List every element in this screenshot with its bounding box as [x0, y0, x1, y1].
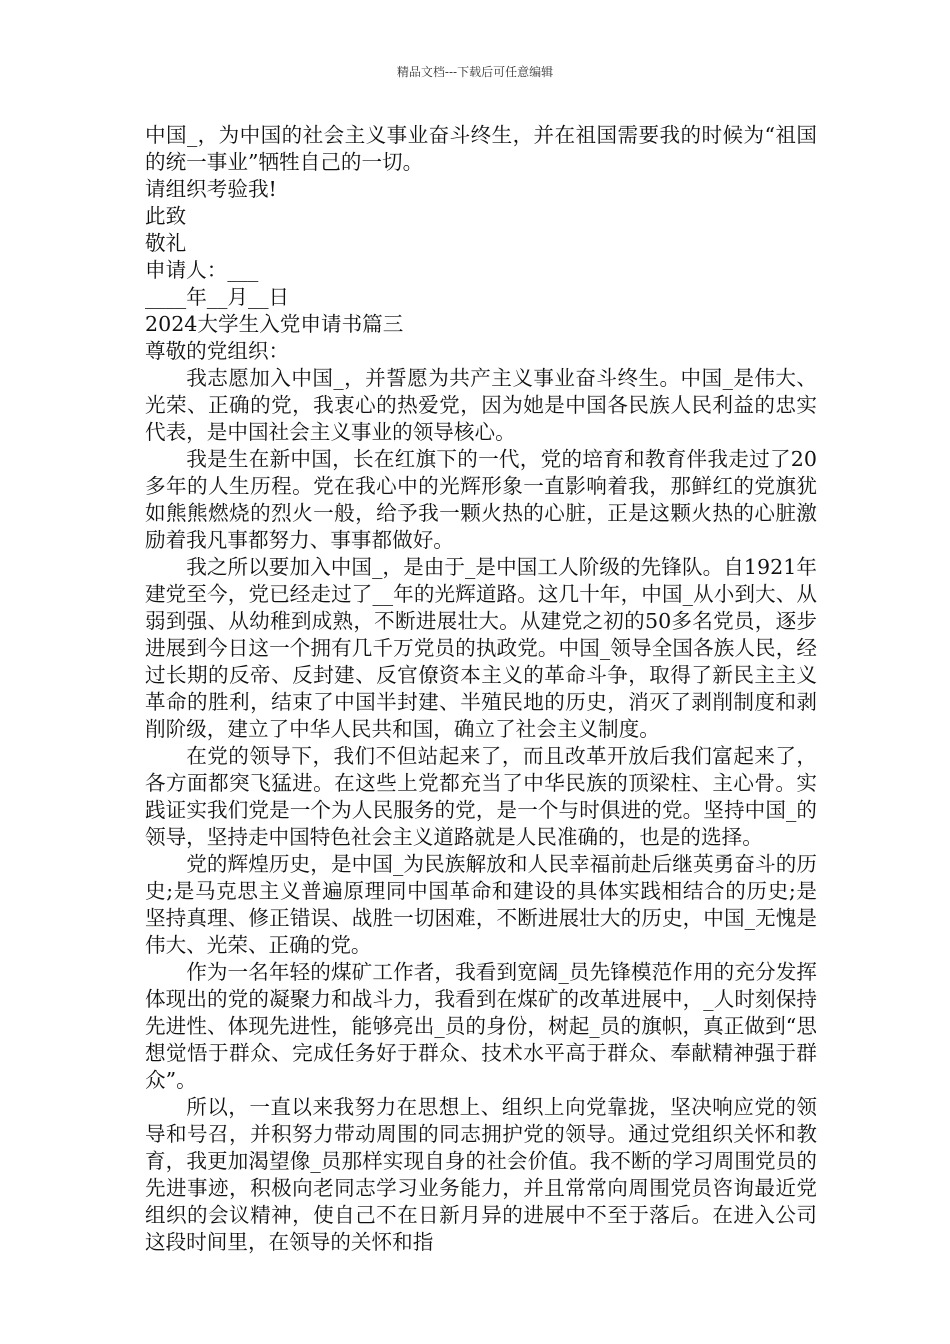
paragraph-growth: 我是生在新中国，长在红旗下的一代，党的培育和教育伴我走过了20多年的人生历程。党在我心中的光辉形象一直影响着我，那鲜红的党旗犹如熊熊燃烧的烈火一般，给予我一颗火热的心脏，正是这颗火热的心脏激励着我凡事都努力、事事都做好。 — [145, 447, 817, 552]
paragraph-leadership: 在党的领导下，我们不但站起来了，而且改革开放后我们富起来了，各方面都突飞猛进。在这些上党都充当了中华民族的顶梁柱、主心骨。实践证实我们党是一个为人民服务的党，是一个与时俱进的党。坚持中国_的领导，坚持走中国特色社会主义道路就是人民准确的，也是的选择。 — [145, 744, 817, 849]
paragraph-closing-pledge: 中国_，为中国的社会主义事业奋斗终生，并在祖国需要我的时候为“祖国的统一事业”牺牲自己的一切。 — [145, 123, 817, 174]
request-line: 请组织考验我! — [145, 177, 277, 201]
applicant-line: 申请人：___ — [145, 258, 259, 282]
paragraph-commitment: 所以，一直以来我努力在思想上、组织上向党靠拢，坚决响应党的领导和号召，并积努力带动周围的同志拥护党的领导。通过党组织关怀和教育，我更加渴望像_员那样实现自身的社会价值。我不断的学习周围党员的先进事迹，积极向老同志学习业务能力，并且常常向周围党员咨询最近党组织的会议精神，使自己不在日新月异的进展中不至于落后。在进入公司这段时间里，在领导的关怀和指 — [145, 1095, 817, 1254]
paragraph-miner: 作为一名年轻的煤矿工作者，我看到宽阔_员先锋模范作用的充分发挥体现出的党的凝聚力和战斗力，我看到在煤矿的改革进展中，_人时刻保持先进性、体现先进性，能够亮出_员的身份，树起_员的旗帜，真正做到“思想觉悟于群众、完成任务好于群众、技术水平高于群众、奉献精神强于群众”。 — [145, 960, 817, 1092]
page-header: 精品文档---下载后可任意编辑 — [396, 65, 554, 79]
salutation-cizhi: 此致 — [145, 204, 187, 228]
paragraph-intro: 我志愿加入中国_，并誓愿为共产主义事业奋斗终生。中国_是伟大、光荣、正确的党，我衷心的热爱党，因为她是中国各民族人民利益的忠实代表，是中国社会主义事业的领导核心。 — [145, 366, 817, 444]
salutation-jingli: 敬礼 — [145, 231, 187, 255]
section-title: 2024大学生入党申请书篇三 — [145, 312, 404, 336]
greeting: 尊敬的党组织： — [145, 339, 290, 363]
paragraph-history: 我之所以要加入中国_，是由于_是中国工人阶级的先锋队。自1921年建党至今，党已经走过了__年的光辉道路。这几十年，中国_从小到大、从弱到强、从幼稚到成熟，不断进展壮大。从建党之初的50多名党员，逐步进展到今日这一个拥有几千万党员的执政党。中国_领导全国各族人民，经过长期的反帝、反封建、反官僚资本主义的革命斗争，取得了新民主主义革命的胜利，结束了中国半封建、半殖民地的历史，消灭了剥削制度和剥削阶级，建立了中华人民共和国，确立了社会主义制度。 — [145, 555, 817, 741]
date-line: ____年__月__日 — [145, 285, 290, 309]
paragraph-glory: 党的辉煌历史，是中国_为民族解放和人民幸福前赴后继英勇奋斗的历史;是马克思主义普遍原理同中国革命和建设的具体实践相结合的历史;是坚持真理、修正错误、战胜一切困难，不断进展壮大的历史，中国_无愧是伟大、光荣、正确的党。 — [145, 852, 817, 957]
document-body — [145, 122, 817, 1256]
